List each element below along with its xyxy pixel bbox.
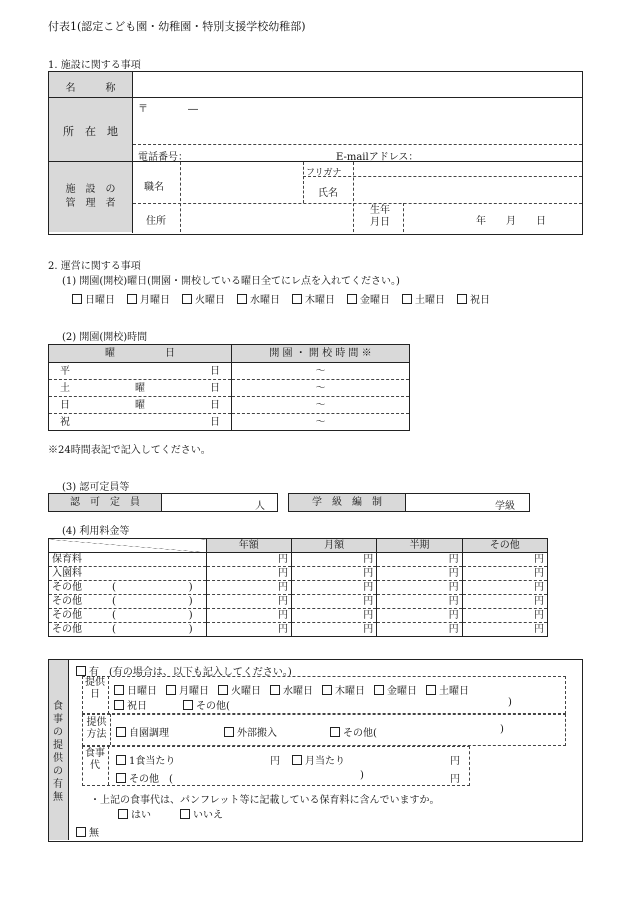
method-other[interactable]: その他( [330, 724, 377, 739]
table-row: 土 曜 日 ～ [49, 380, 410, 397]
answer-yes[interactable]: はい [118, 806, 151, 821]
class-unit: 学級 [495, 501, 515, 512]
answer-no[interactable]: いいえ [180, 806, 223, 821]
checkbox-icon [374, 685, 384, 695]
checkbox-icon [292, 755, 302, 765]
method-outside[interactable]: 外部搬入 [224, 724, 277, 739]
email-label: E-mailアドレス： [336, 152, 419, 163]
method-self[interactable]: 自園調理 [116, 724, 169, 739]
checkbox-icon [116, 727, 126, 737]
checkbox-icon [72, 294, 82, 304]
checkbox-icon [402, 294, 412, 304]
capacity-field[interactable] [165, 495, 251, 510]
meal-yes-option[interactable]: 有 (有の場合は、以下も記入してください。) [76, 663, 292, 678]
checkbox-icon [166, 685, 176, 695]
provide-day-label: 提供日 [85, 677, 105, 700]
fee-table [48, 538, 548, 637]
name-label: 名 称 [65, 83, 116, 94]
day-wed[interactable]: 水曜日 [237, 291, 280, 306]
document-title: 付表1(認定こども園・幼稚園・特別支援学校幼稚部) [48, 20, 306, 33]
day-sat[interactable]: 土曜日 [402, 291, 445, 306]
inclusion-question: ・上記の食事代は、パンフレット等に記載している保育料に含んでいますか。 [90, 795, 440, 806]
table-row: 入園料 円 円 円 円 [49, 567, 548, 581]
meal-other-day[interactable]: その他( [183, 697, 230, 712]
cost-per-meal[interactable]: 1食当たり [116, 752, 175, 767]
table-row: その他 ( ) 円 円 円 円 [49, 609, 548, 623]
checkbox-icon [292, 294, 302, 304]
address-field[interactable] [136, 112, 576, 140]
meal-none-option[interactable]: 無 [76, 824, 99, 839]
day-fri[interactable]: 金曜日 [347, 291, 390, 306]
checkbox-icon [76, 666, 86, 676]
fee-head-month: 月額 [291, 539, 376, 553]
fee-head-year: 年額 [206, 539, 291, 553]
dob-fields: 年 月 日 [476, 216, 546, 227]
method-label: 提供方法 [86, 717, 107, 740]
section1-heading: 1. 施設に関する事項 [48, 60, 141, 71]
checkbox-icon [183, 700, 193, 710]
table-row: 日 曜 日 ～ [49, 397, 410, 414]
residence-label: 住所 [146, 216, 166, 227]
day-tue[interactable]: 火曜日 [182, 291, 225, 306]
section2-heading: 2. 運営に関する事項 [48, 261, 141, 272]
table-row: 平 日 ～ [49, 363, 410, 380]
checkbox-icon [457, 294, 467, 304]
checkbox-icon [330, 727, 340, 737]
checkbox-icon [114, 700, 124, 710]
manager-label: 施 設 の 管 理 者 [65, 184, 116, 209]
phone-label: 電話番号： [138, 152, 188, 163]
hours-table [48, 344, 410, 431]
capacity-label: 認 可 定 員 [49, 494, 162, 511]
fee-corner [49, 539, 207, 553]
hours-value[interactable]: ～ [232, 414, 410, 431]
checkbox-icon [114, 685, 124, 695]
table-row: 祝 日 ～ [49, 414, 410, 431]
fee-head-half: 半期 [377, 539, 462, 553]
class-field[interactable] [409, 495, 491, 510]
class-label: 学 級 編 制 [289, 494, 406, 511]
furigana-label: フリガナ [306, 168, 342, 178]
q1-label: (1) 開園(開校)曜日(開園・開校している曜日全てにレ点を入れてください。) [62, 276, 400, 287]
class-box [288, 493, 530, 512]
day-mon[interactable]: 月曜日 [127, 291, 170, 306]
q4-label: (4) 利用料金等 [62, 526, 130, 537]
hours-head-time: 開 園 ・ 開 校 時 間 ※ [232, 345, 410, 363]
day-sun[interactable]: 日曜日 [72, 291, 115, 306]
checkbox-icon [180, 809, 190, 819]
checkbox-icon [426, 685, 436, 695]
hours-note: ※24時間表記で記入してください。 [48, 445, 211, 456]
table-row: その他 ( ) 円 円 円 円 [49, 581, 548, 595]
hours-value[interactable]: ～ [232, 363, 410, 380]
q3-label: (3) 認可定員等 [62, 482, 130, 493]
hours-value[interactable]: ～ [232, 380, 410, 397]
cost-per-month[interactable]: 月当たり [292, 752, 345, 767]
meal-holiday[interactable]: 祝日 [114, 697, 147, 712]
meal-days-row1: 日曜日 月曜日 火曜日 水曜日 木曜日 金曜日 土曜日 [114, 682, 469, 697]
checkbox-icon [118, 809, 128, 819]
fee-head-other: その他 [462, 539, 547, 553]
hours-head-day: 曜 日 [49, 345, 232, 363]
day-thu[interactable]: 木曜日 [292, 291, 335, 306]
job-title-label: 職名 [144, 182, 164, 193]
open-days-checklist [72, 291, 490, 306]
capacity-unit: 人 [255, 501, 265, 512]
checkbox-icon [76, 827, 86, 837]
checkbox-icon [270, 685, 280, 695]
checkbox-icon [182, 294, 192, 304]
checkbox-icon [347, 294, 357, 304]
checkbox-icon [127, 294, 137, 304]
checkbox-icon [237, 294, 247, 304]
fullname-label: 氏名 [318, 188, 338, 199]
dob-label: 生年 月日 [370, 205, 390, 228]
meal-side-label: 食事の提供の有無 [53, 701, 63, 803]
table-row: その他 ( ) 円 円 円 円 [49, 595, 548, 609]
hours-value[interactable]: ～ [232, 397, 410, 414]
checkbox-icon [116, 755, 126, 765]
postal-code: 〒 ― [138, 104, 198, 115]
name-field[interactable] [136, 75, 576, 93]
day-holiday[interactable]: 祝日 [457, 291, 490, 306]
cost-label: 食事代 [85, 748, 105, 771]
checkbox-icon [322, 685, 332, 695]
cost-other[interactable]: その他 ( [116, 770, 173, 785]
q2-label: (2) 開園(開校)時間 [62, 332, 148, 343]
address-label: 所 在 地 [63, 125, 118, 138]
table-row: 保育料 円 円 円 円 [49, 553, 548, 567]
checkbox-icon [116, 773, 126, 783]
checkbox-icon [224, 727, 234, 737]
capacity-box [48, 493, 278, 512]
checkbox-icon [218, 685, 228, 695]
table-row: その他 ( ) 円 円 円 円 [49, 623, 548, 637]
